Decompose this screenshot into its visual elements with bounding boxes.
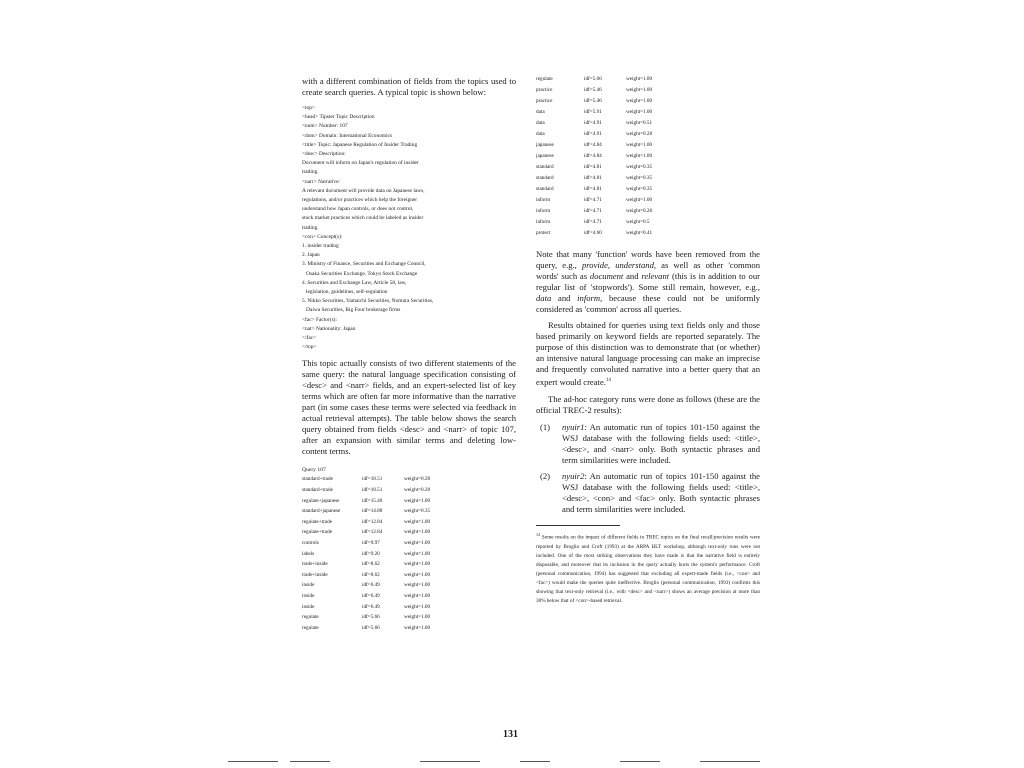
weight-cell: weight=1.00	[626, 109, 653, 115]
table-row	[536, 98, 652, 109]
topic-line: 4. Securities and Exchange Law, Article 58, law,	[302, 279, 407, 286]
query-terms-table	[302, 476, 430, 635]
idf-cell: idf=5.66	[362, 624, 380, 631]
table-row	[302, 551, 430, 562]
weight-cell: weight=0.35	[626, 186, 653, 192]
topic-line: <con> Concept(s):	[302, 233, 343, 240]
weight-cell: weight=1.00	[404, 624, 431, 631]
term-cell: trade+inside	[302, 561, 328, 568]
table-row	[302, 614, 430, 625]
adhoc-runs-paragraph: The ad-hoc category runs were done as follows (these are the official TREC-2 results):	[536, 393, 760, 415]
function-words-paragraph: Note that many 'function' words have been removed from the query, e.g., provide, understand, as well as other 'common words' such as document and relevant (this is in addition to our regular list of 'stopwords'). Some still remain, however, e.g., data and inform, because these could not be uniformly considered as 'common' across all queries.	[536, 249, 761, 314]
topic-line: understand how Japan controls, or does not control,	[302, 206, 414, 213]
weight-cell: weight=1.00	[404, 540, 431, 547]
idf-cell: idf=4.60	[584, 230, 602, 236]
idf-cell: idf=6.49	[362, 582, 380, 589]
term-cell: inform	[536, 208, 551, 214]
bottom-rule	[290, 761, 330, 762]
weight-cell: weight=1.00	[404, 529, 431, 536]
idf-cell: idf=18.51	[362, 487, 383, 494]
term-cell: data	[536, 109, 545, 115]
intro-paragraph: with a different combination of fields from the topics used to create search queries. A typical topic is shown below:	[302, 76, 516, 97]
term-cell: japanese	[536, 142, 554, 148]
weight-cell: weight=1.00	[626, 76, 653, 82]
topic-line: </fac>	[302, 335, 317, 342]
idf-cell: idf=5.91	[584, 109, 602, 115]
bottom-rule	[700, 761, 760, 762]
term-cell: standard	[536, 186, 554, 192]
table-row	[302, 498, 430, 509]
weight-cell: weight=0.28	[626, 208, 653, 214]
topic-line: trading.	[302, 169, 319, 176]
weight-cell: weight=1.00	[626, 98, 653, 104]
weight-cell: weight=1.00	[404, 561, 431, 568]
table-row	[536, 153, 652, 164]
idf-cell: idf=5.46	[584, 98, 602, 104]
term-cell: inform	[536, 219, 551, 225]
run-name: nyuir2	[562, 470, 585, 481]
table-row	[302, 519, 430, 530]
weight-cell: weight=1.00	[404, 603, 431, 610]
table-row	[536, 109, 652, 120]
table-row	[302, 561, 430, 572]
weight-cell: weight=0.51	[626, 120, 653, 126]
term-cell: data	[536, 120, 545, 126]
weight-cell: weight=0.35	[626, 164, 653, 170]
topic-example	[302, 104, 516, 352]
term-cell: regulate+trade	[302, 518, 332, 525]
query-label: Query 107	[302, 467, 326, 474]
term-cell: regulate+trade	[302, 529, 332, 536]
term-cell: standard+japanese	[302, 508, 341, 515]
idf-cell: idf=4.84	[584, 142, 602, 148]
weight-cell: weight=1.00	[626, 153, 653, 159]
table-row	[302, 625, 430, 636]
topic-line: 3. Ministry of Finance, Securities and Exchange Council,	[302, 261, 426, 268]
table-row	[302, 476, 430, 487]
topic-line: 2. Japan	[302, 252, 320, 259]
topic-line: <nat> Nationality: Japan	[302, 325, 356, 332]
list-item	[536, 422, 760, 466]
idf-cell: idf=14.88	[362, 508, 383, 515]
term-cell: standard+trade	[302, 476, 333, 483]
topic-line: <dom> Domain: International Economics	[302, 132, 393, 139]
idf-cell: idf=5.66	[584, 76, 602, 82]
weight-cell: weight=0.28	[404, 487, 431, 494]
idf-cell: idf=4.91	[584, 120, 602, 126]
idf-cell: idf=4.81	[584, 186, 602, 192]
topic-line: trading.	[302, 224, 319, 231]
idf-cell: idf=8.62	[362, 571, 380, 578]
term-cell: practice	[536, 98, 553, 104]
table-row	[302, 582, 430, 593]
idf-cell: idf=5.66	[362, 614, 380, 621]
topic-line: 5. Nikko Securities, Yamaichi Securities, Nomura Securities,	[302, 298, 434, 305]
bottom-rule	[520, 761, 550, 762]
list-item	[536, 471, 760, 515]
term-cell: trade+inside	[302, 571, 328, 578]
table-row	[536, 186, 652, 197]
idf-cell: idf=9.97	[362, 540, 380, 547]
term-cell: japanese	[536, 153, 554, 159]
runs-list	[536, 422, 760, 515]
weight-cell: weight=0.28	[626, 131, 653, 137]
bottom-rule	[620, 761, 660, 762]
table-row	[302, 487, 430, 498]
idf-cell: idf=4.71	[584, 219, 602, 225]
topic-line: </top>	[302, 344, 317, 351]
table-row	[302, 572, 430, 583]
term-cell: regulate	[302, 614, 319, 621]
bottom-rule	[228, 761, 278, 762]
table-row	[536, 131, 652, 142]
right-column	[536, 76, 760, 606]
weight-cell: weight=1.00	[626, 142, 653, 148]
term-cell: data	[536, 131, 545, 137]
page-number: 131	[503, 729, 518, 740]
weight-cell: weight=1.00	[404, 518, 431, 525]
term-cell: inside	[302, 582, 315, 589]
footnote: $^{14}$ Some results on the impact of different fields in TREC topics on the final recall/precision results were reported by Broglio and Croft (1993) at the ARPA HLT workshop, although text-only runs were not included. One of the most striking observations they have made is that the narrative field is entirely disposable, and moreover that its inclusion in the query actually hurts the system's performance. Croft (personal communication, 1994) has suggested that excluding all expert-made fields (i.e., <con> and <fac>) would make the queries quite ineffective. Broglio (personal communication, 1993) confirms this showing that text-only retrieval (i.e., with <desc> and <narr>) shows an average precision at more than 30% below that of <con>-based retrieval.	[536, 531, 761, 604]
table-row	[536, 208, 652, 219]
table-row	[536, 76, 652, 87]
weight-cell: weight=0.5	[626, 219, 650, 225]
idf-cell: idf=6.49	[362, 593, 380, 600]
topic-line: Document will inform on Japan's regulation of insider	[302, 160, 419, 167]
term-cell: inside	[302, 603, 315, 610]
term-cell: controls	[302, 540, 319, 547]
table-row	[302, 508, 430, 519]
results-paragraph: Results obtained for queries using text fields only and those based primarily on keyword fields are reported separately. The purpose of this distinction was to demonstrate that (or whether) an intensive natural language processing can make an imprecise and frequently convoluted narrative into a better query that an expert would create.$^{14}$	[536, 320, 760, 387]
idf-cell: idf=12.84	[362, 529, 383, 536]
weight-cell: weight=1.00	[626, 87, 653, 93]
idf-cell: idf=12.84	[362, 518, 383, 525]
topic-line: regulations, and/or practices which help the foreigner	[302, 197, 418, 204]
term-cell: inform	[536, 197, 551, 203]
table-row	[536, 175, 652, 186]
table-row	[302, 540, 430, 551]
left-column	[302, 76, 516, 635]
idf-cell: idf=4.71	[584, 197, 602, 203]
topic-line: <head> Tipster Topic Description	[302, 114, 375, 121]
list-number: (2)	[540, 470, 551, 481]
term-cell: standard	[536, 164, 554, 170]
term-cell: regulate+japanese	[302, 497, 340, 504]
topic-explanation-paragraph: This topic actually consists of two different statements of the same query: the natural language specification consisting of <desc> and <narr> fields, and an expert-selected list of key terms which are often far more informative than the narrative part (in some cases these terms were selected via feedback in actual retrieval attempts). The table below shows the search query obtained from fields <desc> and <narr> of topic 107, after an expansion with similar terms and deleting low-content terms.	[302, 358, 516, 457]
table-row	[536, 164, 652, 175]
term-cell: inside	[302, 593, 315, 600]
table-row	[536, 219, 652, 230]
term-cell: standard	[536, 175, 554, 181]
table-row	[536, 197, 652, 208]
topic-line: <desc> Description:	[302, 151, 346, 158]
term-cell: protect	[536, 230, 551, 236]
topic-line: <num> Number: 107	[302, 123, 348, 130]
query-terms-table-continued	[536, 76, 652, 241]
run-description: : An automatic run of topics 101-150 against the WSJ database with the following fields used: <title>, <desc>, <con> and <fac> only. Both syntactic phrases and term similarities were included.	[562, 470, 760, 514]
weight-cell: weight=1.00	[626, 197, 653, 203]
term-cell: standard+trade	[302, 487, 333, 494]
term-cell: regulate	[536, 76, 553, 82]
table-row	[536, 230, 652, 241]
topic-line: <fac> Factor(s):	[302, 316, 337, 323]
weight-cell: weight=0.28	[404, 476, 431, 483]
topic-line: legislation, guidelines, self-regulation	[302, 289, 388, 296]
topic-line: stock market practices which could be labeled as insider	[302, 215, 424, 222]
weight-cell: weight=1.00	[404, 614, 431, 621]
topic-line: <title> Topic: Japanese Regulation of Insider Trading	[302, 141, 418, 148]
topic-line: Daiwa Securities, Big Four brokerage firms	[302, 307, 401, 314]
idf-cell: idf=4.71	[584, 208, 602, 214]
run-name: nyuir1	[562, 421, 585, 432]
footnote-divider	[536, 525, 620, 526]
weight-cell: weight=1.00	[404, 582, 431, 589]
weight-cell: weight=1.00	[404, 497, 431, 504]
bottom-rule	[420, 761, 480, 762]
idf-cell: idf=4.81	[584, 164, 602, 170]
topic-line: A relevant document will provide data on Japanese laws,	[302, 187, 425, 194]
list-number: (1)	[540, 421, 551, 432]
weight-cell: weight=0.35	[626, 175, 653, 181]
idf-cell: idf=4.84	[584, 153, 602, 159]
table-row	[536, 87, 652, 98]
weight-cell: weight=1.00	[404, 571, 431, 578]
idf-cell: idf=6.49	[362, 603, 380, 610]
idf-cell: idf=15.40	[362, 497, 383, 504]
weight-cell: weight=1.00	[404, 593, 431, 600]
idf-cell: idf=9.20	[362, 550, 380, 557]
term-cell: labels	[302, 550, 315, 557]
idf-cell: idf=18.51	[362, 476, 383, 483]
topic-line: <top>	[302, 105, 315, 111]
topic-line: <narr> Narrative:	[302, 178, 340, 185]
idf-cell: idf=4.91	[584, 131, 602, 137]
weight-cell: weight=0.41	[626, 230, 653, 236]
idf-cell: idf=8.62	[362, 561, 380, 568]
term-cell: regulate	[302, 624, 319, 631]
table-row	[302, 529, 430, 540]
table-row	[302, 593, 430, 604]
table-row	[536, 142, 652, 153]
table-row	[302, 604, 430, 615]
run-description: : An automatic run of topics 101-150 against the WSJ database with the following fields used: <title>, <desc>, and <narr> only. Both syntactic phrases and term similarities were included.	[562, 421, 760, 465]
idf-cell: idf=4.81	[584, 175, 602, 181]
topic-line: Osaka Securities Exchange, Tokyo Stock Exchange	[302, 270, 418, 277]
footnote-ref: 14	[605, 378, 611, 383]
term-cell: practice	[536, 87, 553, 93]
idf-cell: idf=5.46	[584, 87, 602, 93]
topic-line: 1. insider trading	[302, 243, 339, 250]
weight-cell: weight=1.00	[404, 550, 431, 557]
weight-cell: weight=0.35	[404, 508, 431, 515]
table-row	[536, 120, 652, 131]
